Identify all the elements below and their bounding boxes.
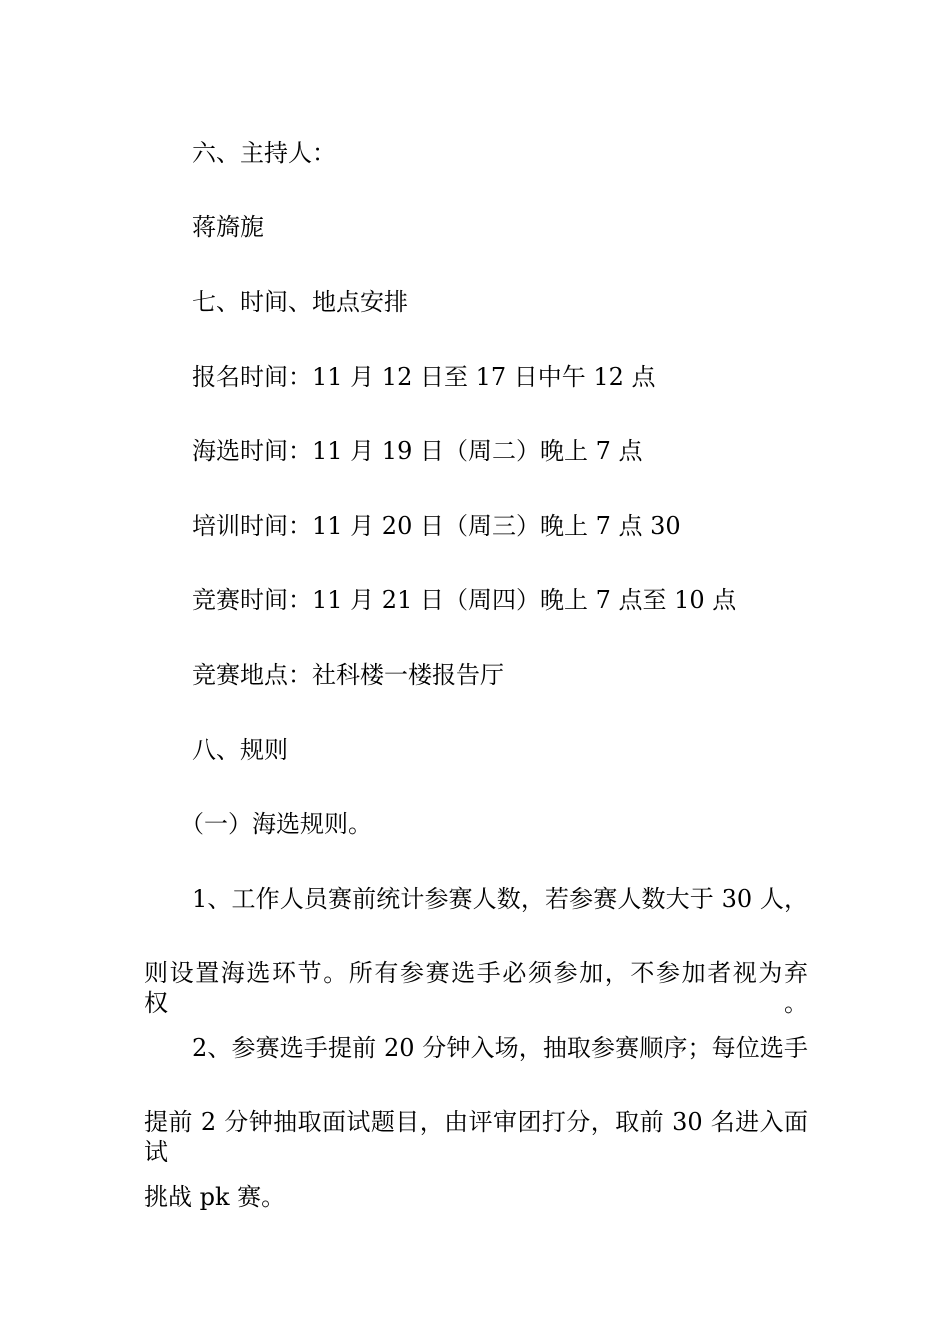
host-name: 蒋旖旎 (192, 213, 264, 241)
registration-time: 报名时间：11 月 12 日至 17 日中午 12 点 (192, 363, 656, 391)
section-heading-host: 六、主持人： (192, 139, 336, 167)
section-heading-rules: 八、规则 (192, 736, 288, 764)
rule-1-line-1: 1、工作人员赛前统计参赛人数，若参赛人数大于 30 人， (192, 885, 808, 913)
competition-venue: 竞赛地点：社科楼一楼报告厅 (192, 661, 504, 689)
training-time: 培训时间：11 月 20 日（周三）晚上 7 点 30 (192, 512, 681, 540)
subsection-heading-audition-rules: （一）海选规则。 (180, 810, 372, 838)
audition-time: 海选时间：11 月 19 日（周二）晚上 7 点 (192, 437, 643, 465)
rule-2-line-1: 2、参赛选手提前 20 分钟入场，抽取参赛顺序；每位选手 (192, 1034, 808, 1062)
competition-time: 竞赛时间：11 月 21 日（周四）晚上 7 点至 10 点 (192, 586, 737, 614)
rule-2-line-2: 提前 2 分钟抽取面试题目，由评审团打分，取前 30 名进入面试 (144, 1108, 808, 1166)
section-heading-schedule: 七、时间、地点安排 (192, 288, 408, 316)
rule-2-line-3: 挑战 pk 赛。 (144, 1183, 286, 1211)
rule-1-line-2: 则设置海选环节。所有参赛选手必须参加，不参加者视为弃权。 (144, 959, 808, 1017)
